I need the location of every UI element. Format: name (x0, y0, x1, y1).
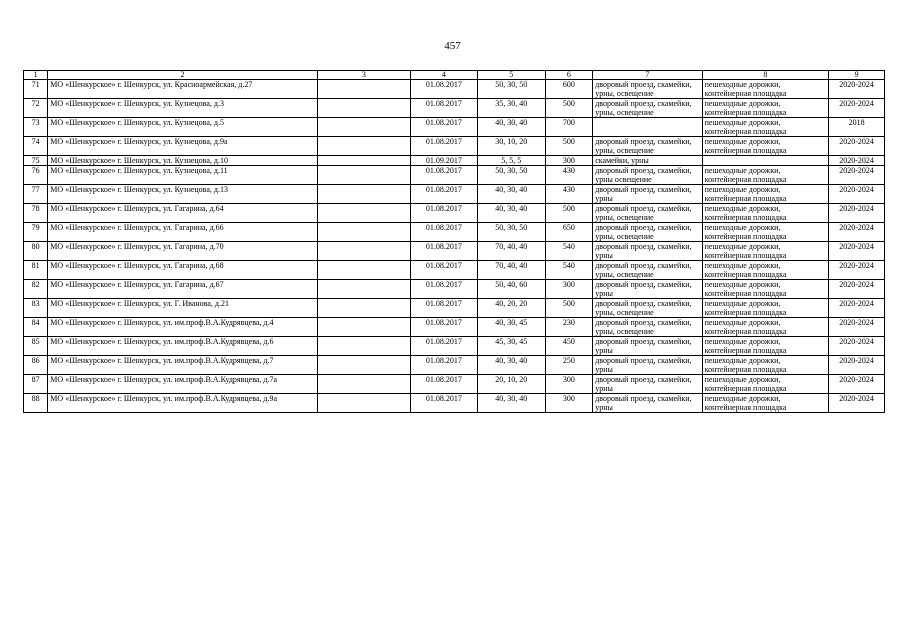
dimensions-cell: 20, 10, 20 (477, 375, 545, 394)
dimensions-cell: 50, 30, 50 (477, 166, 545, 185)
other-works-cell: пешеходные дорожки, контейнерная площадка (702, 375, 829, 394)
works-cell: дворовый проезд, скамейки, урны, освещение (593, 137, 702, 156)
row-number-cell: 86 (24, 356, 48, 375)
address-cell: МО «Шенкурское» г. Шенкурск, ул. Гагарина, д.70 (48, 242, 317, 261)
area-cell: 700 (545, 118, 593, 137)
works-cell: дворовый проезд, скамейки, урны (593, 280, 702, 299)
date-cell: 01.08.2017 (410, 356, 477, 375)
other-works-cell: пешеходные дорожки, контейнерная площадка (702, 242, 829, 261)
address-cell: МО «Шенкурское» г. Шенкурск, ул. Гагарина, д.68 (48, 261, 317, 280)
row-number-cell: 82 (24, 280, 48, 299)
works-cell: дворовый проезд, скамейки, урны (593, 185, 702, 204)
date-cell: 01.08.2017 (410, 99, 477, 118)
date-cell: 01.08.2017 (410, 318, 477, 337)
period-cell: 2020-2024 (829, 156, 885, 166)
address-cell: МО «Шенкурское» г. Шенкурск, ул. Кузнецова, д.5 (48, 118, 317, 137)
works-cell: дворовый проезд, скамейки, урны (593, 337, 702, 356)
row-number-cell: 79 (24, 223, 48, 242)
date-cell: 01.08.2017 (410, 280, 477, 299)
empty-cell (317, 223, 410, 242)
row-number-cell: 75 (24, 156, 48, 166)
table-row (24, 166, 885, 185)
column-header: 5 (477, 71, 545, 80)
works-cell: дворовый проезд, скамейки, урны, освещение (593, 223, 702, 242)
empty-cell (317, 166, 410, 185)
table-row (24, 394, 885, 413)
address-cell: МО «Шенкурское» г. Шенкурск, ул. Кузнецова, д.9а (48, 137, 317, 156)
works-cell: дворовый проезд, скамейки, урны, освещение (593, 80, 702, 99)
area-cell: 300 (545, 394, 593, 413)
dimensions-cell: 40, 30, 40 (477, 394, 545, 413)
other-works-cell: пешеходные дорожки, контейнерная площадка (702, 299, 829, 318)
period-cell: 2020-2024 (829, 185, 885, 204)
works-cell: дворовый проезд, скамейки, урны (593, 356, 702, 375)
empty-cell (317, 99, 410, 118)
period-cell: 2018 (829, 118, 885, 137)
empty-cell (317, 156, 410, 166)
column-header: 2 (48, 71, 317, 80)
address-cell: МО «Шенкурское» г. Шенкурск, ул. Гагарина, д.66 (48, 223, 317, 242)
row-number-cell: 83 (24, 299, 48, 318)
address-cell: МО «Шенкурское» г. Шенкурск, ул. Гагарина, д.67 (48, 280, 317, 299)
empty-cell (317, 80, 410, 99)
row-number-cell: 84 (24, 318, 48, 337)
empty-cell (317, 299, 410, 318)
row-number-cell: 85 (24, 337, 48, 356)
area-cell: 450 (545, 337, 593, 356)
area-cell: 250 (545, 356, 593, 375)
dimensions-cell: 40, 30, 40 (477, 118, 545, 137)
table-row (24, 299, 885, 318)
empty-cell (317, 137, 410, 156)
period-cell: 2020-2024 (829, 204, 885, 223)
address-cell: МО «Шенкурское» г. Шенкурск, ул. Кузнецова, д.11 (48, 166, 317, 185)
date-cell: 01.08.2017 (410, 185, 477, 204)
row-number-cell: 72 (24, 99, 48, 118)
row-number-cell: 87 (24, 375, 48, 394)
table-row (24, 137, 885, 156)
area-cell: 540 (545, 261, 593, 280)
address-cell: МО «Шенкурское» г. Шенкурск, ул. им.проф.В.А.Кудрявцева, д.9а (48, 394, 317, 413)
column-header: 8 (702, 71, 829, 80)
empty-cell (317, 394, 410, 413)
dimensions-cell: 40, 30, 45 (477, 318, 545, 337)
other-works-cell: пешеходные дорожки, контейнерная площадка (702, 166, 829, 185)
dimensions-cell: 50, 30, 50 (477, 80, 545, 99)
works-cell: скамейки, урны (593, 156, 702, 166)
period-cell: 2020-2024 (829, 394, 885, 413)
area-cell: 500 (545, 299, 593, 318)
date-cell: 01.08.2017 (410, 118, 477, 137)
other-works-cell: пешеходные дорожки, контейнерная площадка (702, 280, 829, 299)
table-row (24, 261, 885, 280)
other-works-cell (702, 156, 829, 166)
empty-cell (317, 356, 410, 375)
other-works-cell: пешеходные дорожки, контейнерная площадка (702, 356, 829, 375)
date-cell: 01.08.2017 (410, 375, 477, 394)
period-cell: 2020-2024 (829, 375, 885, 394)
row-number-cell: 76 (24, 166, 48, 185)
address-cell: МО «Шенкурское» г. Шенкурск, ул. Кузнецова, д.3 (48, 99, 317, 118)
empty-cell (317, 185, 410, 204)
dimensions-cell: 40, 30, 40 (477, 185, 545, 204)
period-cell: 2020-2024 (829, 80, 885, 99)
period-cell: 2020-2024 (829, 137, 885, 156)
table-row (24, 223, 885, 242)
dimensions-cell: 40, 20, 20 (477, 299, 545, 318)
address-cell: МО «Шенкурское» г. Шенкурск, ул. им.проф.В.А.Кудрявцева, д.7 (48, 356, 317, 375)
dimensions-cell: 50, 30, 50 (477, 223, 545, 242)
dimensions-cell: 45, 30, 45 (477, 337, 545, 356)
works-cell: дворовый проезд, скамейки, урны (593, 394, 702, 413)
table-row (24, 375, 885, 394)
area-cell: 500 (545, 99, 593, 118)
period-cell: 2020-2024 (829, 280, 885, 299)
area-cell: 600 (545, 80, 593, 99)
dimensions-cell: 50, 40, 60 (477, 280, 545, 299)
area-cell: 430 (545, 166, 593, 185)
other-works-cell: пешеходные дорожки, контейнерная площадка (702, 185, 829, 204)
area-cell: 230 (545, 318, 593, 337)
row-number-cell: 88 (24, 394, 48, 413)
table-row (24, 99, 885, 118)
row-number-cell: 81 (24, 261, 48, 280)
row-number-cell: 74 (24, 137, 48, 156)
courtyards-table (23, 70, 885, 413)
column-header: 7 (593, 71, 702, 80)
column-header: 4 (410, 71, 477, 80)
other-works-cell: пешеходные дорожки, контейнерная площадка (702, 318, 829, 337)
dimensions-cell: 30, 10, 20 (477, 137, 545, 156)
empty-cell (317, 242, 410, 261)
period-cell: 2020-2024 (829, 166, 885, 185)
date-cell: 01.08.2017 (410, 166, 477, 185)
area-cell: 500 (545, 137, 593, 156)
address-cell: МО «Шенкурское» г. Шенкурск, ул. Г. Иванова, д.21 (48, 299, 317, 318)
date-cell: 01.08.2017 (410, 261, 477, 280)
other-works-cell: пешеходные дорожки, контейнерная площадка (702, 204, 829, 223)
empty-cell (317, 337, 410, 356)
address-cell: МО «Шенкурское» г. Шенкурск, ул. Гагарина, д.64 (48, 204, 317, 223)
area-cell: 500 (545, 204, 593, 223)
works-cell: дворовый проезд, скамейки, урны (593, 242, 702, 261)
row-number-cell: 71 (24, 80, 48, 99)
column-header: 1 (24, 71, 48, 80)
address-cell: МО «Шенкурское» г. Шенкурск, ул. Кузнецова, д.10 (48, 156, 317, 166)
other-works-cell: пешеходные дорожки, контейнерная площадка (702, 118, 829, 137)
address-cell: МО «Шенкурское» г. Шенкурск, ул. им.проф.В.А.Кудрявцева, д.6 (48, 337, 317, 356)
other-works-cell: пешеходные дорожки, контейнерная площадка (702, 261, 829, 280)
table-row (24, 118, 885, 137)
date-cell: 01.08.2017 (410, 242, 477, 261)
table-row (24, 337, 885, 356)
empty-cell (317, 375, 410, 394)
address-cell: МО «Шенкурское» г. Шенкурск, ул. Кузнецова, д.13 (48, 185, 317, 204)
area-cell: 300 (545, 156, 593, 166)
table-row (24, 156, 885, 166)
column-number-row (24, 71, 885, 80)
column-header: 6 (545, 71, 593, 80)
area-cell: 650 (545, 223, 593, 242)
area-cell: 430 (545, 185, 593, 204)
other-works-cell: пешеходные дорожки, контейнерная площадка (702, 223, 829, 242)
column-header: 3 (317, 71, 410, 80)
table-row (24, 242, 885, 261)
date-cell: 01.08.2017 (410, 394, 477, 413)
period-cell: 2020-2024 (829, 356, 885, 375)
address-cell: МО «Шенкурское» г. Шенкурск, ул. им.проф.В.А.Кудрявцева, д.7а (48, 375, 317, 394)
period-cell: 2020-2024 (829, 318, 885, 337)
dimensions-cell: 40, 30, 40 (477, 204, 545, 223)
date-cell: 01.09.2017 (410, 156, 477, 166)
row-number-cell: 77 (24, 185, 48, 204)
date-cell: 01.08.2017 (410, 80, 477, 99)
period-cell: 2020-2024 (829, 223, 885, 242)
other-works-cell: пешеходные дорожки, контейнерная площадка (702, 337, 829, 356)
row-number-cell: 78 (24, 204, 48, 223)
dimensions-cell: 40, 30, 40 (477, 356, 545, 375)
empty-cell (317, 261, 410, 280)
other-works-cell: пешеходные дорожки, контейнерная площадка (702, 99, 829, 118)
date-cell: 01.08.2017 (410, 204, 477, 223)
period-cell: 2020-2024 (829, 99, 885, 118)
date-cell: 01.08.2017 (410, 223, 477, 242)
works-cell: дворовый проезд, скамейки, урны, освещение (593, 318, 702, 337)
area-cell: 300 (545, 280, 593, 299)
table-row (24, 280, 885, 299)
page-number: 457 (444, 40, 461, 52)
works-cell: дворовый проезд, скамейки, урны, освещение (593, 261, 702, 280)
empty-cell (317, 204, 410, 223)
area-cell: 300 (545, 375, 593, 394)
row-number-cell: 80 (24, 242, 48, 261)
works-cell: дворовый проезд, скамейки, урны, освещение (593, 299, 702, 318)
table-row (24, 185, 885, 204)
works-cell: дворовый проезд, скамейки, урны освещение (593, 166, 702, 185)
other-works-cell: пешеходные дорожки, контейнерная площадка (702, 137, 829, 156)
period-cell: 2020-2024 (829, 299, 885, 318)
area-cell: 540 (545, 242, 593, 261)
period-cell: 2020-2024 (829, 337, 885, 356)
table-row (24, 80, 885, 99)
address-cell: МО «Шенкурское» г. Шенкурск, ул. им.проф.В.А.Кудрявцева, д.4 (48, 318, 317, 337)
dimensions-cell: 70, 40, 40 (477, 261, 545, 280)
dimensions-cell: 70, 40, 40 (477, 242, 545, 261)
other-works-cell: пешеходные дорожки, контейнерная площадка (702, 80, 829, 99)
works-cell (593, 118, 702, 137)
date-cell: 01.08.2017 (410, 137, 477, 156)
dimensions-cell: 35, 30, 40 (477, 99, 545, 118)
address-cell: МО «Шенкурское» г. Шенкурск, ул. Красноармейская, д.27 (48, 80, 317, 99)
period-cell: 2020-2024 (829, 242, 885, 261)
table-row (24, 356, 885, 375)
empty-cell (317, 280, 410, 299)
dimensions-cell: 5, 5, 5 (477, 156, 545, 166)
empty-cell (317, 118, 410, 137)
works-cell: дворовый проезд, скамейки, урны (593, 375, 702, 394)
works-cell: дворовый проезд, скамейки, урны, освещение (593, 99, 702, 118)
works-cell: дворовый проезд, скамейки, урны, освещение (593, 204, 702, 223)
other-works-cell: пешеходные дорожки, контейнерная площадка (702, 394, 829, 413)
table-row (24, 204, 885, 223)
date-cell: 01.08.2017 (410, 337, 477, 356)
row-number-cell: 73 (24, 118, 48, 137)
column-header: 9 (829, 71, 885, 80)
table-row (24, 318, 885, 337)
empty-cell (317, 318, 410, 337)
date-cell: 01.08.2017 (410, 299, 477, 318)
period-cell: 2020-2024 (829, 261, 885, 280)
